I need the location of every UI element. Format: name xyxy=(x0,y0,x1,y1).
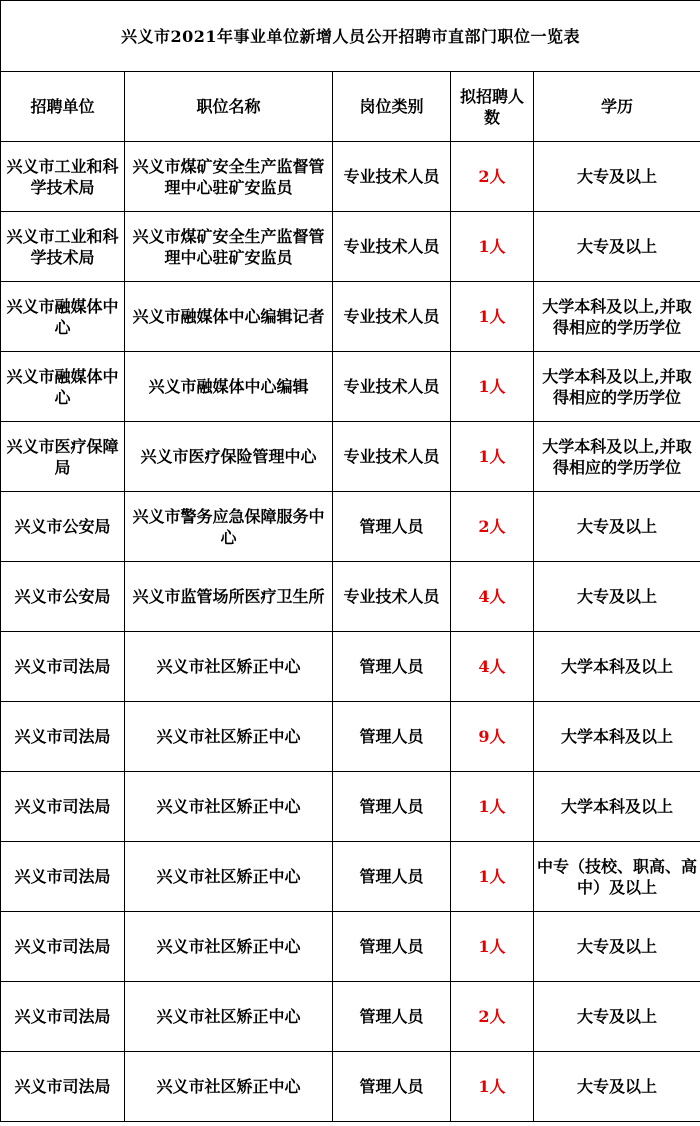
cell-category: 管理人员 xyxy=(333,702,451,772)
cell-position: 兴义市医疗保险管理中心 xyxy=(125,422,333,492)
cell-category: 专业技术人员 xyxy=(333,422,451,492)
cell-category: 管理人员 xyxy=(333,492,451,562)
table-row xyxy=(1,422,700,492)
cell-position: 兴义市社区矫正中心 xyxy=(125,702,333,772)
cell-count: 1人 xyxy=(451,282,534,352)
cell-category: 专业技术人员 xyxy=(333,212,451,282)
header-category: 岗位类别 xyxy=(333,72,451,142)
cell-education: 大专及以上 xyxy=(534,982,700,1052)
cell-position: 兴义市社区矫正中心 xyxy=(125,632,333,702)
cell-unit: 兴义市融媒体中心 xyxy=(1,352,125,422)
cell-position: 兴义市社区矫正中心 xyxy=(125,842,333,912)
cell-position: 兴义市警务应急保障服务中心 xyxy=(125,492,333,562)
cell-category: 管理人员 xyxy=(333,982,451,1052)
cell-education: 大专及以上 xyxy=(534,142,700,212)
table-row xyxy=(1,982,700,1052)
cell-unit: 兴义市工业和科学技术局 xyxy=(1,212,125,282)
cell-position: 兴义市融媒体中心编辑记者 xyxy=(125,282,333,352)
table-row xyxy=(1,1052,700,1122)
cell-position: 兴义市社区矫正中心 xyxy=(125,772,333,842)
cell-education: 大学本科及以上,并取得相应的学历学位 xyxy=(534,282,700,352)
cell-count: 1人 xyxy=(451,772,534,842)
cell-count: 1人 xyxy=(451,1052,534,1122)
cell-unit: 兴义市司法局 xyxy=(1,772,125,842)
cell-unit: 兴义市司法局 xyxy=(1,842,125,912)
cell-education: 大专及以上 xyxy=(534,492,700,562)
cell-category: 管理人员 xyxy=(333,772,451,842)
cell-count: 1人 xyxy=(451,842,534,912)
cell-unit: 兴义市司法局 xyxy=(1,632,125,702)
cell-position: 兴义市煤矿安全生产监督管理中心驻矿安监员 xyxy=(125,142,333,212)
cell-education: 大专及以上 xyxy=(534,212,700,282)
cell-education: 大学本科及以上 xyxy=(534,772,700,842)
cell-count: 1人 xyxy=(451,212,534,282)
cell-count: 2人 xyxy=(451,492,534,562)
table-row xyxy=(1,212,700,282)
cell-category: 专业技术人员 xyxy=(333,562,451,632)
cell-position: 兴义市社区矫正中心 xyxy=(125,912,333,982)
cell-education: 大学本科及以上 xyxy=(534,632,700,702)
cell-count: 1人 xyxy=(451,912,534,982)
cell-education: 大学本科及以上,并取得相应的学历学位 xyxy=(534,422,700,492)
cell-category: 管理人员 xyxy=(333,632,451,702)
header-count: 拟招聘人数 xyxy=(451,72,534,142)
cell-unit: 兴义市司法局 xyxy=(1,1052,125,1122)
cell-category: 管理人员 xyxy=(333,842,451,912)
cell-position: 兴义市社区矫正中心 xyxy=(125,1052,333,1122)
header-row xyxy=(1,72,700,142)
table-row xyxy=(1,772,700,842)
cell-unit: 兴义市司法局 xyxy=(1,702,125,772)
cell-position: 兴义市融媒体中心编辑 xyxy=(125,352,333,422)
cell-category: 管理人员 xyxy=(333,1052,451,1122)
table-row xyxy=(1,702,700,772)
cell-category: 专业技术人员 xyxy=(333,352,451,422)
cell-education: 大学本科及以上,并取得相应的学历学位 xyxy=(534,352,700,422)
cell-education: 大专及以上 xyxy=(534,912,700,982)
table-row xyxy=(1,142,700,212)
header-unit: 招聘单位 xyxy=(1,72,125,142)
header-position: 职位名称 xyxy=(125,72,333,142)
cell-unit: 兴义市公安局 xyxy=(1,492,125,562)
cell-unit: 兴义市融媒体中心 xyxy=(1,282,125,352)
table-title: 兴义市2021年事业单位新增人员公开招聘市直部门职位一览表 xyxy=(1,1,700,72)
table-row xyxy=(1,842,700,912)
cell-unit: 兴义市公安局 xyxy=(1,562,125,632)
cell-count: 4人 xyxy=(451,632,534,702)
table-row xyxy=(1,352,700,422)
cell-position: 兴义市煤矿安全生产监督管理中心驻矿安监员 xyxy=(125,212,333,282)
cell-count: 4人 xyxy=(451,562,534,632)
cell-count: 1人 xyxy=(451,352,534,422)
cell-count: 2人 xyxy=(451,982,534,1052)
cell-unit: 兴义市司法局 xyxy=(1,982,125,1052)
title-row xyxy=(1,1,700,72)
cell-position: 兴义市社区矫正中心 xyxy=(125,982,333,1052)
table-row xyxy=(1,632,700,702)
cell-position: 兴义市监管场所医疗卫生所 xyxy=(125,562,333,632)
cell-category: 专业技术人员 xyxy=(333,282,451,352)
cell-education: 大专及以上 xyxy=(534,1052,700,1122)
cell-count: 9人 xyxy=(451,702,534,772)
cell-count: 1人 xyxy=(451,422,534,492)
cell-category: 管理人员 xyxy=(333,912,451,982)
header-education: 学历 xyxy=(534,72,700,142)
table-row xyxy=(1,562,700,632)
table-row xyxy=(1,282,700,352)
cell-unit: 兴义市工业和科学技术局 xyxy=(1,142,125,212)
cell-count: 2人 xyxy=(451,142,534,212)
cell-education: 大学本科及以上 xyxy=(534,702,700,772)
cell-education: 中专（技校、职高、高中）及以上 xyxy=(534,842,700,912)
cell-unit: 兴义市医疗保障局 xyxy=(1,422,125,492)
cell-unit: 兴义市司法局 xyxy=(1,912,125,982)
cell-education: 大专及以上 xyxy=(534,562,700,632)
table-row xyxy=(1,912,700,982)
cell-category: 专业技术人员 xyxy=(333,142,451,212)
table-row xyxy=(1,492,700,562)
